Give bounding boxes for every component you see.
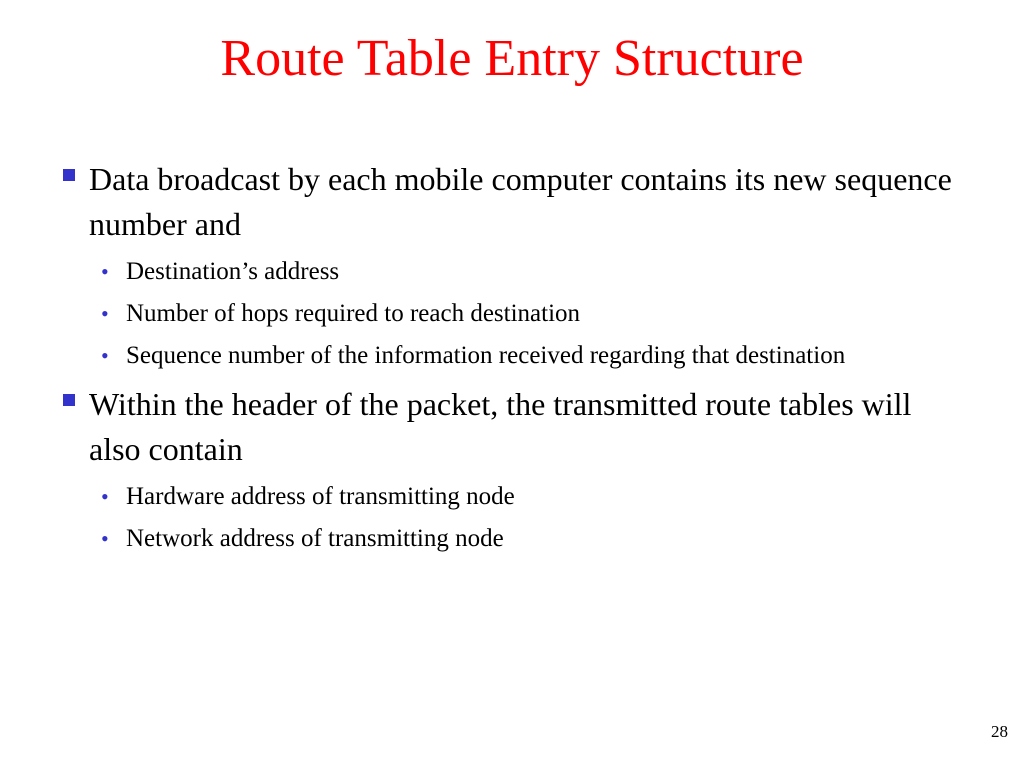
- sub-bullet-text: Hardware address of transmitting node: [126, 483, 515, 510]
- sub-bullet-item: [58, 479, 958, 514]
- sub-bullet-list: [58, 254, 958, 373]
- slide-content: [58, 157, 958, 565]
- sub-bullet-item: [58, 338, 958, 373]
- sub-bullet-text: Number of hops required to reach destination: [126, 300, 581, 327]
- sub-bullet-text: Destination’s address: [126, 258, 340, 285]
- dot-bullet-icon: •: [101, 526, 109, 551]
- sub-bullet-item: [58, 296, 958, 331]
- dot-bullet-icon: •: [101, 301, 109, 326]
- sub-bullet-list: [58, 479, 958, 556]
- bullet-text: Within the header of the packet, the transmitted route tables will also contain: [89, 386, 912, 467]
- sub-bullet-item: [58, 521, 958, 556]
- bullet-item: [58, 382, 958, 472]
- bullet-text: Data broadcast by each mobile computer contains its new sequence number and: [89, 161, 952, 242]
- sub-bullet-text: Network address of transmitting node: [126, 525, 504, 552]
- slide-title: Route Table Entry Structure: [220, 30, 804, 87]
- bullet-item: [58, 157, 958, 247]
- sub-bullet-text: Sequence number of the information received regarding that destination: [126, 342, 846, 369]
- square-bullet-icon: [63, 169, 75, 181]
- sub-bullet-item: [58, 254, 958, 289]
- dot-bullet-icon: •: [101, 343, 109, 368]
- dot-bullet-icon: •: [101, 259, 109, 284]
- square-bullet-icon: [63, 394, 75, 406]
- dot-bullet-icon: •: [101, 484, 109, 509]
- page-number: 28: [991, 722, 1008, 741]
